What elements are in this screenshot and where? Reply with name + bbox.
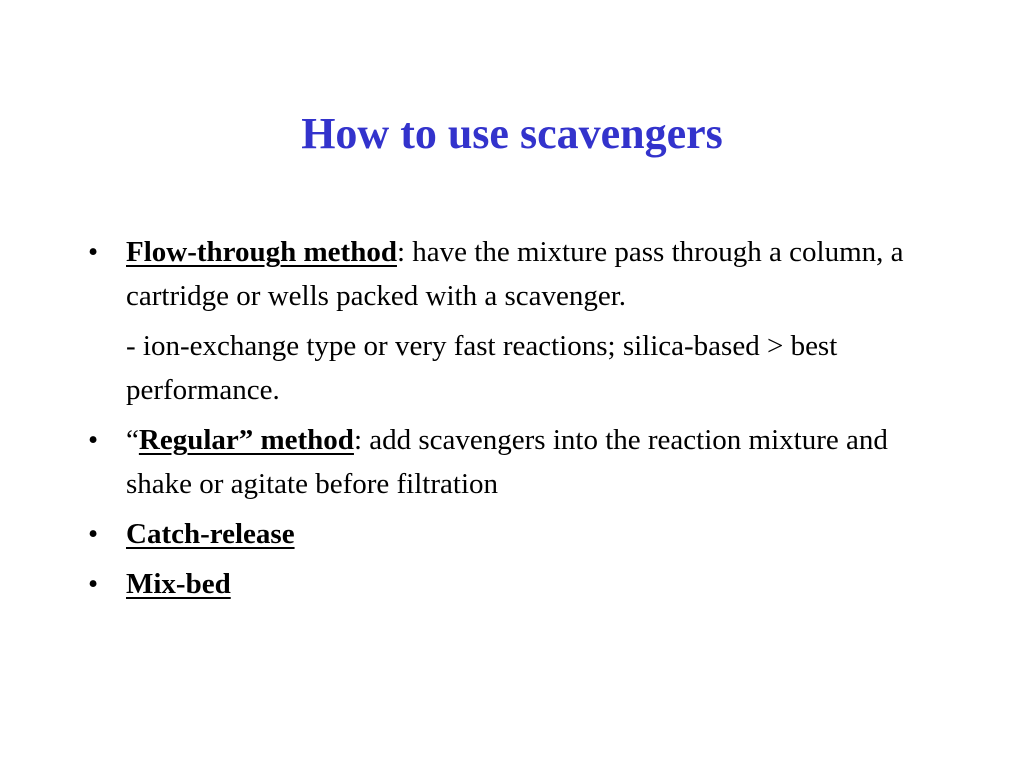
bullet-item-regular xyxy=(88,418,948,506)
bullet-item-mix-bed xyxy=(88,562,948,606)
bullet-term: Catch-release xyxy=(126,518,295,550)
bullet-term: Regular” method xyxy=(138,424,354,456)
bullet-text: : have the mixture pass through a column, a cartridge or wells packed with a scavenger. xyxy=(126,236,904,312)
bullet-marker: • xyxy=(88,424,99,456)
bullet-prefix: “ xyxy=(126,424,139,456)
bullet-marker: • xyxy=(88,518,99,550)
slide-title: How to use scavengers xyxy=(301,109,723,158)
bullet-item-catch-release xyxy=(88,512,948,556)
bullet-term: Flow-through method xyxy=(126,236,397,268)
bullet-list xyxy=(88,230,948,612)
bullet-text: : add scavengers into the reaction mixture and shake or agitate before filtration xyxy=(126,424,888,500)
bullet-term: Mix-bed xyxy=(126,568,231,600)
bullet-marker: • xyxy=(88,568,99,600)
bullet-marker: • xyxy=(88,236,99,268)
bullet-item-flow-through xyxy=(88,230,948,318)
bullet-subtext-ion-exchange: - ion-exchange type or very fast reactions; silica-based > best performance. xyxy=(126,330,838,406)
